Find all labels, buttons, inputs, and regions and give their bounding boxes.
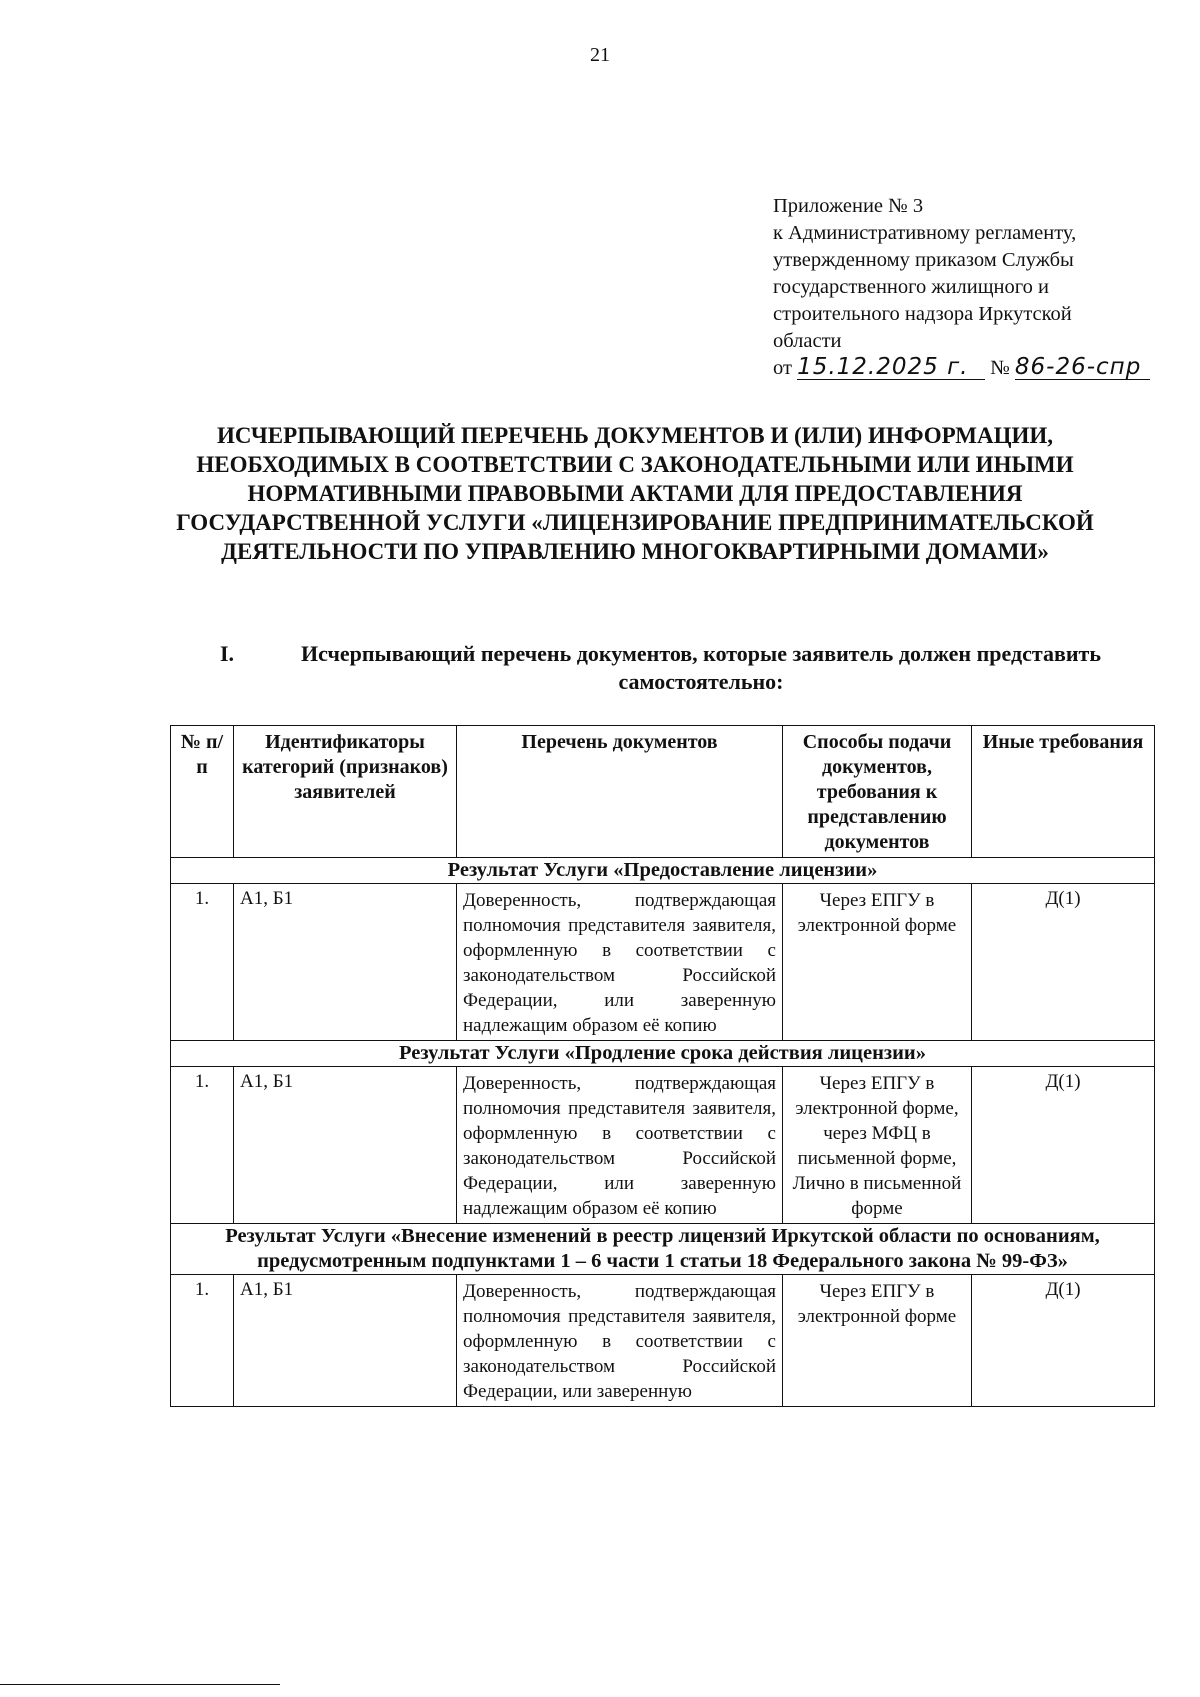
appendix-line: государственного жилищного и: [773, 276, 1049, 298]
cell-other: Д(1): [972, 884, 1155, 1041]
cell-number: 1.: [171, 884, 234, 1041]
group-row: [171, 1041, 1155, 1067]
cell-method: Через ЕПГУ в электронной форме: [783, 884, 972, 1041]
appendix-block: [773, 193, 1150, 382]
appendix-line: строительного надзора Иркутской: [773, 303, 1072, 325]
appendix-line: к Административному регламенту,: [773, 222, 1077, 244]
group-row: [171, 858, 1155, 884]
approval-date-line: [773, 355, 1150, 382]
group-title: Результат Услуги «Предоставление лицензии»: [171, 858, 1155, 884]
handwritten-order-number: 86-26-спр: [1015, 355, 1150, 380]
table-row: [171, 1067, 1155, 1224]
documents-table: [170, 725, 1155, 1407]
appendix-line: утвержденному приказом Службы: [773, 249, 1074, 271]
table-row: [171, 884, 1155, 1041]
cell-document: Доверенность, подтверждающая полномочия представителя заявителя, оформленную в соответствии с законодательством Российской Федерации, или заверенную надлежащим образом её копию: [457, 1067, 783, 1224]
document-title: ИСЧЕРПЫВАЮЩИЙ ПЕРЕЧЕНЬ ДОКУМЕНТОВ И (ИЛИ) ИНФОРМАЦИИ, НЕОБХОДИМЫХ В СООТВЕТСТВИИ С ЗАКОНОДАТЕЛЬНЫМИ ИЛИ ИНЫМИ НОРМАТИВНЫМИ ПРАВОВЫМИ АКТАМИ ДЛЯ ПРЕДОСТАВЛЕНИЯ ГОСУДАРСТВЕННОЙ УСЛУГИ «ЛИЦЕНЗИРОВАНИЕ ПРЕДПРИНИМАТЕЛЬСКОЙ ДЕЯТЕЛЬНОСТИ ПО УПРАВЛЕНИЮ МНОГОКВАРТИРНЫМИ ДОМАМИ»: [176, 423, 1094, 564]
group-title: Результат Услуги «Внесение изменений в реестр лицензий Иркутской области по основаниям, предусмотренным подпунктами 1 – 6 части 1 статьи 18 Федерального закона № 99-ФЗ»: [171, 1224, 1155, 1275]
cell-other: Д(1): [972, 1275, 1155, 1407]
appendix-line: области: [773, 330, 842, 352]
header-cell-number: № п/п: [171, 726, 234, 858]
header-cell-other-requirements: Иные требования: [972, 726, 1155, 858]
header-cell-methods: Способы подачи документов, требования к представлению документов: [783, 726, 972, 858]
footnote-divider: [0, 1684, 280, 1685]
header-cell-documents: Перечень документов: [457, 726, 783, 858]
cell-number: 1.: [171, 1067, 234, 1224]
date-prefix: от: [773, 357, 792, 379]
page-number: 21: [590, 44, 610, 66]
section-number: I.: [220, 641, 235, 666]
table-row: [171, 1275, 1155, 1407]
cell-applicants: А1, Б1: [234, 884, 457, 1041]
cell-method: Через ЕПГУ в электронной форме, через МФЦ в письменной форме, Лично в письменной форме: [783, 1067, 972, 1224]
handwritten-date: 15.12.2025 г.: [797, 355, 985, 380]
table-header-row: [171, 726, 1155, 858]
section-text: Исчерпывающий перечень документов, которые заявитель должен представить самостоятельно:: [301, 641, 1101, 694]
cell-applicants: А1, Б1: [234, 1067, 457, 1224]
cell-number: 1.: [171, 1275, 234, 1407]
cell-applicants: А1, Б1: [234, 1275, 457, 1407]
cell-method: Через ЕПГУ в электронной форме: [783, 1275, 972, 1407]
cell-other: Д(1): [972, 1067, 1155, 1224]
group-title: Результат Услуги «Продление срока действия лицензии»: [171, 1041, 1155, 1067]
group-row: [171, 1224, 1155, 1275]
section-heading: [220, 640, 1120, 696]
header-cell-applicants: Идентификаторы категорий (признаков) заявителей: [234, 726, 457, 858]
cell-document: Доверенность, подтверждающая полномочия представителя заявителя, оформленную в соответствии с законодательством Российской Федерации, или заверенную: [457, 1275, 783, 1407]
cell-document: Доверенность, подтверждающая полномочия представителя заявителя, оформленную в соответствии с законодательством Российской Федерации, или заверенную надлежащим образом её копию: [457, 884, 783, 1041]
appendix-line: Приложение № 3: [773, 195, 924, 217]
number-prefix: №: [990, 357, 1010, 379]
